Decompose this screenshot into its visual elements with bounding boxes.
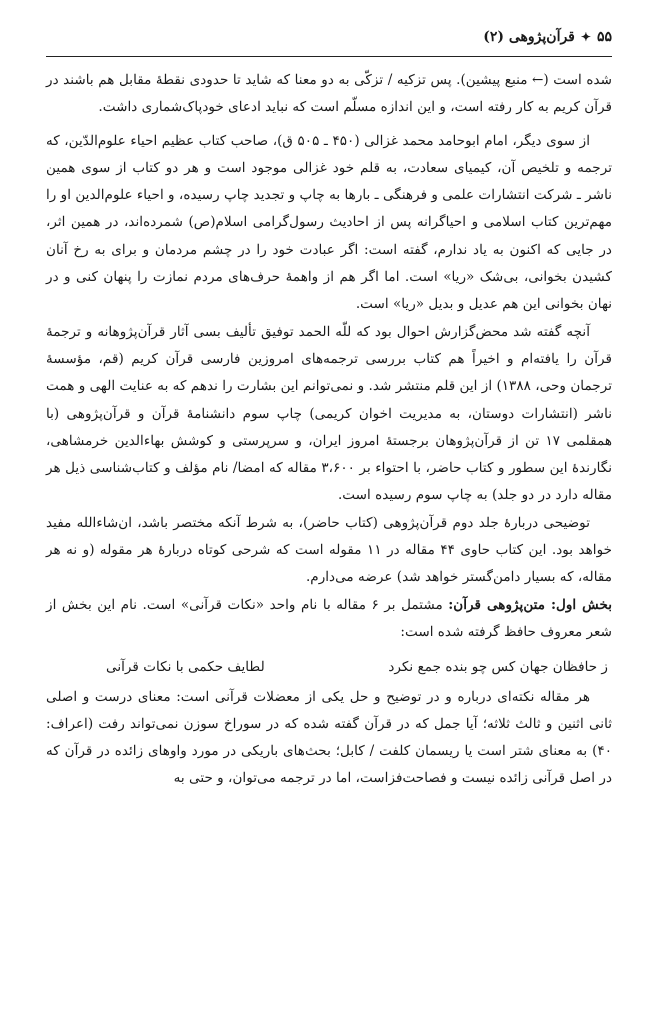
closing-paragraph: هر مقاله نکته‌ای درباره و در توضیح و حل یکی از معضلات قرآنی است: معنای درست و اصلی ثانی اثنین و ثالث ثلاثه؛ آیا جمل که در قرآن گفته شده که در سوراخ سوزن نمی‌تواند رفت (اعراف: ۴۰) به معنای شتر است یا ریسمان کلفت / کابل؛ بحث‌های باریکی در مورد واوهای زائده در قرآن که در اصل قرآنی زائده نیست و فصاحت‌فزاست، اما در ترجمه می‌توان، و حتی به (46, 688, 612, 787)
paragraph-3: آنچه گفته شد محض‌گزارش احوال بود که للّه الحمد توفیق تألیف بسی آثار قرآن‌پژوهانه و ترجمهٔ قرآن را یافته‌ام و اخیراً هم کتاب بررسی ترجمه‌های امروزین فارسی قرآن کریم (قم، مؤسسهٔ ترجمان وحی، ۱۳۸۸) از این قلم منتشر شد. و نمی‌توانم این بشارت را ندهم که به عنایت الهی و همت ناشر (انتشارات دوستان، به مدیریت اخوان کریمی) چاپ سوم دانشنامهٔ قرآن و قرآن‌پژوهی (با همقلمی ۱۷ تن از قرآن‌پژوهان برجستهٔ امروز ایران، و سرپرستی و کوشش بهاءالدین خرمشاهی، نگارندهٔ این سطور و کتاب حاضر، با احتواء بر ۳،۶۰۰ مقاله که امضا/ نام مؤلف و کتاب‌شناسی ذیل هر مقاله دارد در دو جلد) به چاپ سوم رسیده است. (46, 323, 612, 504)
verse-second-hemistich: لطایف حکمی با نکات قرآنی (106, 659, 265, 676)
paragraph-4: توضیحی دربارهٔ جلد دوم قرآن‌پژوهی (کتاب حاضر)، به شرط آنکه مختصر باشد، ان‌شاءالله مفید خواهد بود. این کتاب حاوی ۴۴ مقاله در ۱۱ مقوله است که شرحی کوتاه دربارهٔ هر مقوله (و نه هر مقاله، که بسیار دامن‌گستر خواهد شد) عرضه می‌دارم. (46, 514, 613, 586)
paragraph-1: شده است (← منبع پیشین). پس تزکیه / تزکّی به دو معنا که شاید تا حدودی نقطهٔ مقابل هم باشند در قرآن کریم به کار رفته است، و این اندازه مسلّم است که نباید ادعای خودپاک‌شماری داشت. (46, 72, 612, 116)
body-text (46, 67, 612, 646)
body-text-continued (46, 684, 612, 793)
book-title: قرآن‌پژوهی (۲) (483, 29, 575, 45)
page-number: ۵۵ (596, 29, 612, 45)
section-text: مشتمل بر ۶ مقاله با نام واحد «نکات قرآنی» است. نام این بخش از شعر معروف حافظ گرفته شده است: (46, 596, 612, 640)
section-heading: بخش اول: متن‌پژوهی قرآن: (448, 596, 613, 613)
verse-first-hemistich: ز حافظان جهان کس چو بنده جمع نکرد (388, 659, 608, 676)
verse (46, 646, 612, 683)
header-rule (46, 56, 612, 57)
running-header (46, 26, 612, 48)
section-paragraph (46, 592, 612, 647)
diamond-separator-icon: ✦ (580, 30, 591, 44)
paragraph-2: از سوی دیگر، امام ابوحامد محمد غزالی (۴۵۰ ـ ۵۰۵ ق)، صاحب کتاب عظیم احیاء علوم‌الدّین، که ترجمه و تلخیص آن، کیمیای سعادت، به قلم خود غزالی موجود است و هر دو کتاب از سوی همین ناشر ـ شرکت انتشارات علمی و فرهنگی ـ بارها به چاپ و تجدید چاپ رسیده، و احیاء علوم‌الدین او را مهم‌ترین کتاب اسلامی و احیاگرانه پس از احادیث رسول‌گرامی اسلام(ص) شمرده‌اند، در همین اثر، در جایی که اکنون به یاد ندارم، گفته است: اگر عبادت خود را در چشم مردمان و برای به رخ آنان کشیدن بخوانی، بی‌شک «ریا» است. اما اگر هم از واهمهٔ حرف‌های مردم نمازت را پنهان کنی و در نهان بخوانی این هم عدیل و بدیل «ریا» است. (46, 132, 612, 313)
